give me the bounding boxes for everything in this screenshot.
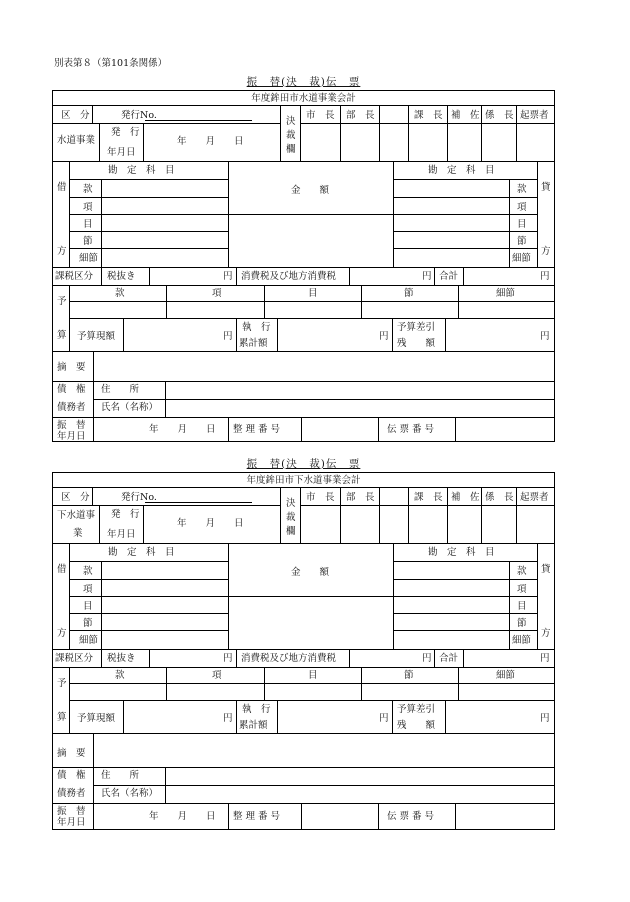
approver-drafter: 起票者 — [520, 492, 549, 503]
approver-assistant: 補 佐 — [451, 492, 480, 503]
seiri-label: 整 理 番 号 — [233, 811, 281, 822]
yosan-bottom: 算 — [57, 712, 67, 723]
budget-col-kan: 款 — [115, 670, 125, 681]
shikko-top: 執 行 — [242, 704, 271, 715]
sabiki-yen: 円 — [540, 331, 550, 342]
yosan-gengaku-label: 予算現額 — [77, 331, 116, 342]
gokei-label: 合計 — [439, 653, 459, 664]
business-label-2: 業 — [73, 528, 83, 539]
debit-row-kan: 款 — [83, 566, 93, 577]
sabiki-top: 予算差引 — [397, 704, 436, 715]
jusho-label: 住 所 — [101, 770, 140, 781]
debit-row-setsu: 節 — [83, 618, 93, 629]
budget-col-ko: 項 — [212, 670, 222, 681]
shohizei-label: 消費税及び地方消費税 — [241, 271, 337, 282]
debit-row-saisetsu: 細節 — [79, 635, 99, 646]
slip-title: 振 替(決 裁)伝 票 — [246, 76, 361, 88]
kanjo-left: 勘 定 科 目 — [108, 547, 175, 558]
budget-col-saisetsu: 細節 — [496, 288, 516, 299]
credit-row-saisetsu: 細節 — [512, 635, 532, 646]
transfer-date: 年 月 日 — [149, 811, 216, 822]
debit-row-moku: 目 — [83, 601, 93, 612]
debit-row-ko: 項 — [83, 202, 93, 213]
kazei-kubun-label: 課税区分 — [55, 653, 94, 664]
saiken-label: 債 権 — [57, 770, 86, 781]
shohizei-yen: 円 — [422, 653, 432, 664]
kanjo-right: 勘 定 科 目 — [428, 547, 495, 558]
kari-top: 借 — [57, 564, 67, 575]
denpyo-label: 伝 票 番 号 — [387, 424, 435, 435]
credit-row-ko: 項 — [517, 584, 527, 595]
approver-sub-chief: 係 長 — [485, 492, 514, 503]
yosan-gengaku-yen: 円 — [223, 331, 233, 342]
furikae-top: 振 替 — [57, 420, 86, 431]
kazei-kubun-label: 課税区分 — [55, 271, 94, 282]
shikko-yen: 円 — [379, 331, 389, 342]
saimusha-label: 債務者 — [57, 402, 86, 413]
slip-table — [52, 472, 555, 830]
kingaku-label: 金 額 — [291, 567, 330, 578]
shikko-yen: 円 — [379, 713, 389, 724]
credit-row-moku: 目 — [517, 219, 527, 230]
gokei-yen: 円 — [540, 653, 550, 664]
budget-col-setsu: 節 — [404, 288, 414, 299]
approver-sub-chief: 係 長 — [485, 110, 514, 121]
kanjo-right: 勘 定 科 目 — [428, 165, 495, 176]
yosan-top: 予 — [57, 296, 67, 307]
kessai-3: 欄 — [286, 144, 296, 155]
budget-col-moku: 目 — [308, 670, 318, 681]
debit-row-moku: 目 — [83, 219, 93, 230]
debit-row-setsu: 節 — [83, 236, 93, 247]
transfer-slip-sewer — [52, 456, 555, 831]
account-title: 年度鉾田市下水道事業会計 — [246, 475, 361, 486]
document-header: 別表第８（第101条関係） — [54, 58, 168, 69]
account-title: 年度鉾田市水道事業会計 — [251, 93, 356, 104]
kari-bottom: 方 — [57, 628, 67, 639]
kashi-bottom: 方 — [541, 628, 551, 639]
credit-row-saisetsu: 細節 — [512, 253, 532, 264]
furikae-bottom: 年月日 — [57, 817, 86, 828]
approver-drafter: 起票者 — [520, 110, 549, 121]
kari-bottom: 方 — [57, 246, 67, 257]
kessai-2: 裁 — [286, 130, 296, 141]
shikko-bottom: 累計額 — [239, 720, 268, 731]
kubun-label: 区 分 — [61, 492, 90, 503]
hakko-no-label: 発行No. — [121, 492, 157, 503]
issue-date: 年 月 日 — [177, 136, 244, 147]
nengappi-label: 年月日 — [107, 529, 136, 540]
sabiki-top: 予算差引 — [397, 322, 436, 333]
budget-col-setsu: 節 — [404, 670, 414, 681]
kessai-1: 決 — [286, 498, 296, 509]
kingaku-label: 金 額 — [291, 185, 330, 196]
approver-mayor: 市 長 — [306, 110, 335, 121]
kessai-3: 欄 — [286, 526, 296, 537]
yosan-bottom: 算 — [57, 330, 67, 341]
budget-col-moku: 目 — [308, 288, 318, 299]
furikae-bottom: 年月日 — [57, 431, 86, 442]
debit-row-saisetsu: 細節 — [79, 253, 99, 264]
kashi-top: 貸 — [541, 564, 551, 575]
saimusha-label: 債務者 — [57, 788, 86, 799]
kessai-1: 決 — [286, 116, 296, 127]
debit-row-ko: 項 — [83, 584, 93, 595]
transfer-date: 年 月 日 — [149, 424, 216, 435]
approver-assistant: 補 佐 — [451, 110, 480, 121]
zeinuki-yen: 円 — [223, 271, 233, 282]
shimei-label: 氏名（名称） — [101, 402, 159, 413]
gokei-yen: 円 — [540, 271, 550, 282]
tekiyo-label: 摘 要 — [57, 748, 86, 759]
shohizei-label: 消費税及び地方消費税 — [241, 653, 337, 664]
budget-col-ko: 項 — [212, 288, 222, 299]
credit-row-kan: 款 — [517, 184, 527, 195]
tekiyo-label: 摘 要 — [57, 362, 86, 373]
shikko-bottom: 累計額 — [239, 338, 268, 349]
shimei-label: 氏名（名称） — [101, 788, 159, 799]
furikae-top: 振 替 — [57, 806, 86, 817]
gokei-label: 合計 — [439, 271, 459, 282]
budget-col-kan: 款 — [115, 288, 125, 299]
sabiki-yen: 円 — [540, 713, 550, 724]
issue-date: 年 月 日 — [177, 518, 244, 529]
transfer-slip-water — [52, 74, 555, 446]
approver-director: 部 長 — [346, 492, 375, 503]
budget-col-saisetsu: 細節 — [496, 670, 516, 681]
slip-table — [52, 90, 555, 442]
jusho-label: 住 所 — [101, 384, 140, 395]
credit-row-kan: 款 — [517, 566, 527, 577]
zeinuki-label: 税抜き — [107, 271, 136, 282]
saiken-label: 債 権 — [57, 384, 86, 395]
yosan-top: 予 — [57, 678, 67, 689]
credit-row-ko: 項 — [517, 202, 527, 213]
shohizei-yen: 円 — [422, 271, 432, 282]
credit-row-moku: 目 — [517, 601, 527, 612]
business-label-1: 下水道事 — [57, 510, 96, 521]
business-label: 水道事業 — [57, 135, 96, 146]
zeinuki-yen: 円 — [223, 653, 233, 664]
kashi-top: 貸 — [541, 182, 551, 193]
hakko-label: 発 行 — [111, 127, 140, 138]
nengappi-label: 年月日 — [107, 147, 136, 158]
hakko-no-label: 発行No. — [121, 110, 157, 121]
kashi-bottom: 方 — [541, 246, 551, 257]
kessai-2: 裁 — [286, 512, 296, 523]
kubun-label: 区 分 — [61, 110, 90, 121]
seiri-label: 整 理 番 号 — [233, 424, 281, 435]
zeinuki-label: 税抜き — [107, 653, 136, 664]
yosan-gengaku-yen: 円 — [223, 713, 233, 724]
sabiki-bottom: 残 額 — [397, 338, 436, 349]
approver-mayor: 市 長 — [306, 492, 335, 503]
kanjo-left: 勘 定 科 目 — [108, 165, 175, 176]
credit-row-setsu: 節 — [517, 618, 527, 629]
debit-row-kan: 款 — [83, 184, 93, 195]
approver-section-chief: 課 長 — [414, 110, 443, 121]
approver-section-chief: 課 長 — [414, 492, 443, 503]
denpyo-label: 伝 票 番 号 — [387, 811, 435, 822]
approver-director: 部 長 — [346, 110, 375, 121]
sabiki-bottom: 残 額 — [397, 720, 436, 731]
kari-top: 借 — [57, 182, 67, 193]
hakko-label: 発 行 — [111, 509, 140, 520]
credit-row-setsu: 節 — [517, 236, 527, 247]
shikko-top: 執 行 — [242, 322, 271, 333]
slip-title: 振 替(決 裁)伝 票 — [246, 458, 361, 470]
yosan-gengaku-label: 予算現額 — [77, 713, 116, 724]
